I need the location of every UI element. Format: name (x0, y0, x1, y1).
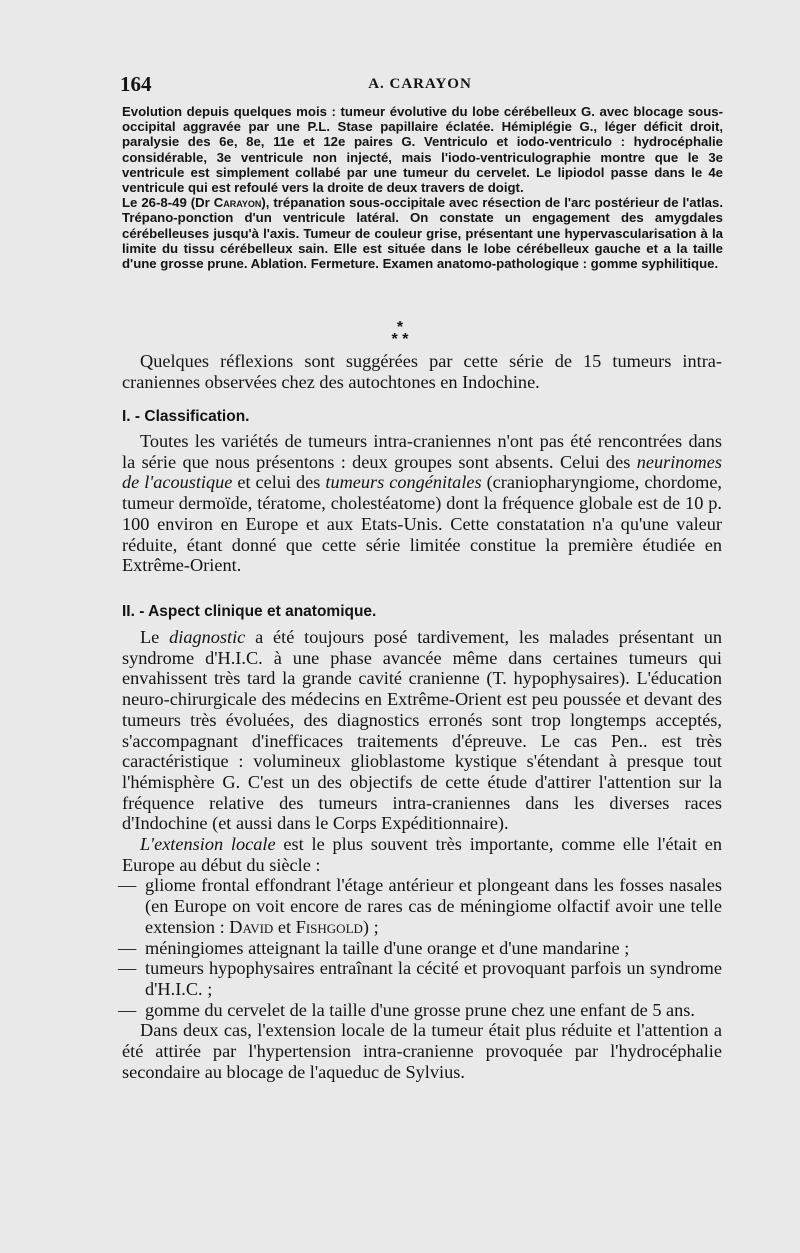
author-fishgold: Fishgold (295, 916, 363, 937)
intro-text: Quelques réflexions sont suggérées par cette série de 15 tumeurs intra-craniennes observées chez des autochtones en Indochine. (122, 351, 722, 392)
extension-em: L'extension locale (140, 834, 276, 855)
list-item-1-mid: et (273, 916, 296, 937)
separator-top-star: * (396, 319, 404, 336)
case-paragraph-operation (122, 195, 723, 271)
diagnostic-text-a: Le (140, 627, 170, 647)
diagnostic-em: diagnostic (169, 627, 246, 647)
section-heading-clinical: II. - Aspect clinique et anatomique. (122, 603, 377, 620)
list-item-4-text: gomme du cervelet de la taille d'une grosse prune chez une enfant de 5 ans. (145, 999, 695, 1020)
case-paragraph-evolution: Evolution depuis quelques mois : tumeur évolutive du lobe cérébelleux G. avec blocage sous-occipital aggravée par une P.L. Stase papillaire éclatée. Hémiplégie G., léger déficit droit, paralysie des 6e, 8e, 11e et 12e paires G. Ventriculo et iodo-ventriculo : hydrocéphalie considérable, 3e ventricule non injecté, mais l'iodo-ventriculographie montre que le 3e ventricule est simplement collabé par une tumeur du cervelet. Le lipiodol passe dans le 4e ventricule qui est refoulé vers la droite de deux travers de doigt. (122, 104, 723, 196)
list-item-2-text: méningiomes atteignant la taille d'une orange et d'une mandarine ; (145, 937, 630, 958)
dash-marker: — (118, 937, 137, 958)
diagnostic-paragraph (122, 627, 722, 834)
list-item (118, 937, 722, 959)
classification-text-a: Toutes les variétés de tumeurs intra-craniennes n'ont pas été rencontrées dans la série que nous présentons : deux groupes sont absents. Celui des (122, 431, 722, 472)
classification-paragraph (122, 431, 722, 576)
case-report (122, 104, 723, 271)
extension-text: est le plus souvent très importante, comme elle l'était en Europe au début du siècle : (122, 834, 722, 875)
section-separator (0, 319, 800, 348)
section-clinical-body (118, 627, 722, 1082)
classification-em-neurinomes: neurinomes de l'acoustique (122, 451, 722, 493)
conclusion-paragraph: Dans deux cas, l'extension locale de la tumeur était plus réduite et l'attention a été attirée par l'hypertension intra-cranienne provoquée par l'hydrocéphalie secondaire au blocage de l'aqueduc de Sylvius. (122, 1020, 722, 1082)
separator-bottom-stars: * * (391, 331, 409, 348)
classification-em-congenital: tumeurs congénitales (325, 472, 482, 493)
list-item-3-text: tumeurs hypophysaires entraînant la cécité et provoquant parfois un syndrome d'H.I.C. ; (145, 958, 722, 999)
list-item-1-end: ) ; (362, 916, 379, 937)
classification-text-b: et celui des (232, 472, 326, 493)
diagnostic-text-b: a été toujours posé tardivement, les malades présentant un syndrome d'H.I.C. à une phase avancée même dans certaines tumeurs qui envahissent très tard la grande cavité cranienne (T. hypophysaires). L'éducation neuro-chirurgicale des médecins en Extrême-Orient est peu poussée et devant des tumeurs très évoluées, des diagnostics erronés sont trop longtemps acceptés, s'accompagnant d'inefficaces traitements d'épreuve. Le cas Pen.. est très caractéristique : volumineux glioblastome kystique s'étendant à presque tout l'hémisphère G. C'est un des objectifs de cette étude d'attirer l'attention sur la fréquence relative des tumeurs intra-craniennes dans les diverses races d'Indochine (et aussi dans le Corps Expéditionnaire). (122, 627, 722, 834)
list-item (118, 958, 722, 999)
list-item (118, 999, 722, 1021)
list-item-1-text: gliome frontal effondrant l'étage antérieur et plongeant dans les fosses nasales (en Europe on voit encore de rares cas de méningiome olfactif avoir une telle extension : (145, 875, 722, 937)
section-heading-classification: I. - Classification. (122, 408, 250, 425)
classification-text-c: (craniopharyngiome, chordome, tumeur dermoïde, tératome, cholestéatome) dont la fréquence globale est de 10 p. 100 environ en Europe et aux Etats-Unis. Cette constatation n'a qu'une valeur réduite, étant donné que cette série limitée constitue la première étudiée en Extrême-Orient. (122, 472, 723, 576)
dash-marker: — (118, 875, 137, 896)
page-header (120, 72, 720, 102)
surgeon-name: Carayon (213, 195, 262, 211)
author-david: David (229, 916, 274, 937)
list-item (118, 875, 722, 937)
page-number: 164 (120, 72, 152, 96)
section-classification-body (122, 431, 722, 576)
intro-paragraph (122, 351, 722, 392)
running-head: A. CARAYON (368, 76, 472, 92)
dash-marker: — (118, 958, 137, 979)
dash-marker: — (118, 999, 137, 1020)
extension-paragraph (122, 834, 722, 875)
operation-date: Le 26-8-49 (Dr (122, 195, 214, 211)
operation-details: ), trépanation sous-occipitale avec résection de l'arc postérieur de l'atlas. Trépano-ponction d'un ventricule latéral. On constate un engagement des amygdales cérébelleuses jusqu'à l'axis. Tumeur de couleur grise, présentant une hypervascularisation à la limite du tissu cérébelleux sain. Elle est située dans le lobe cérébelleux gauche et a la taille d'une grosse prune. Ablation. Fermeture. Examen anatomo-pathologique : gomme syphilitique. (122, 195, 723, 272)
